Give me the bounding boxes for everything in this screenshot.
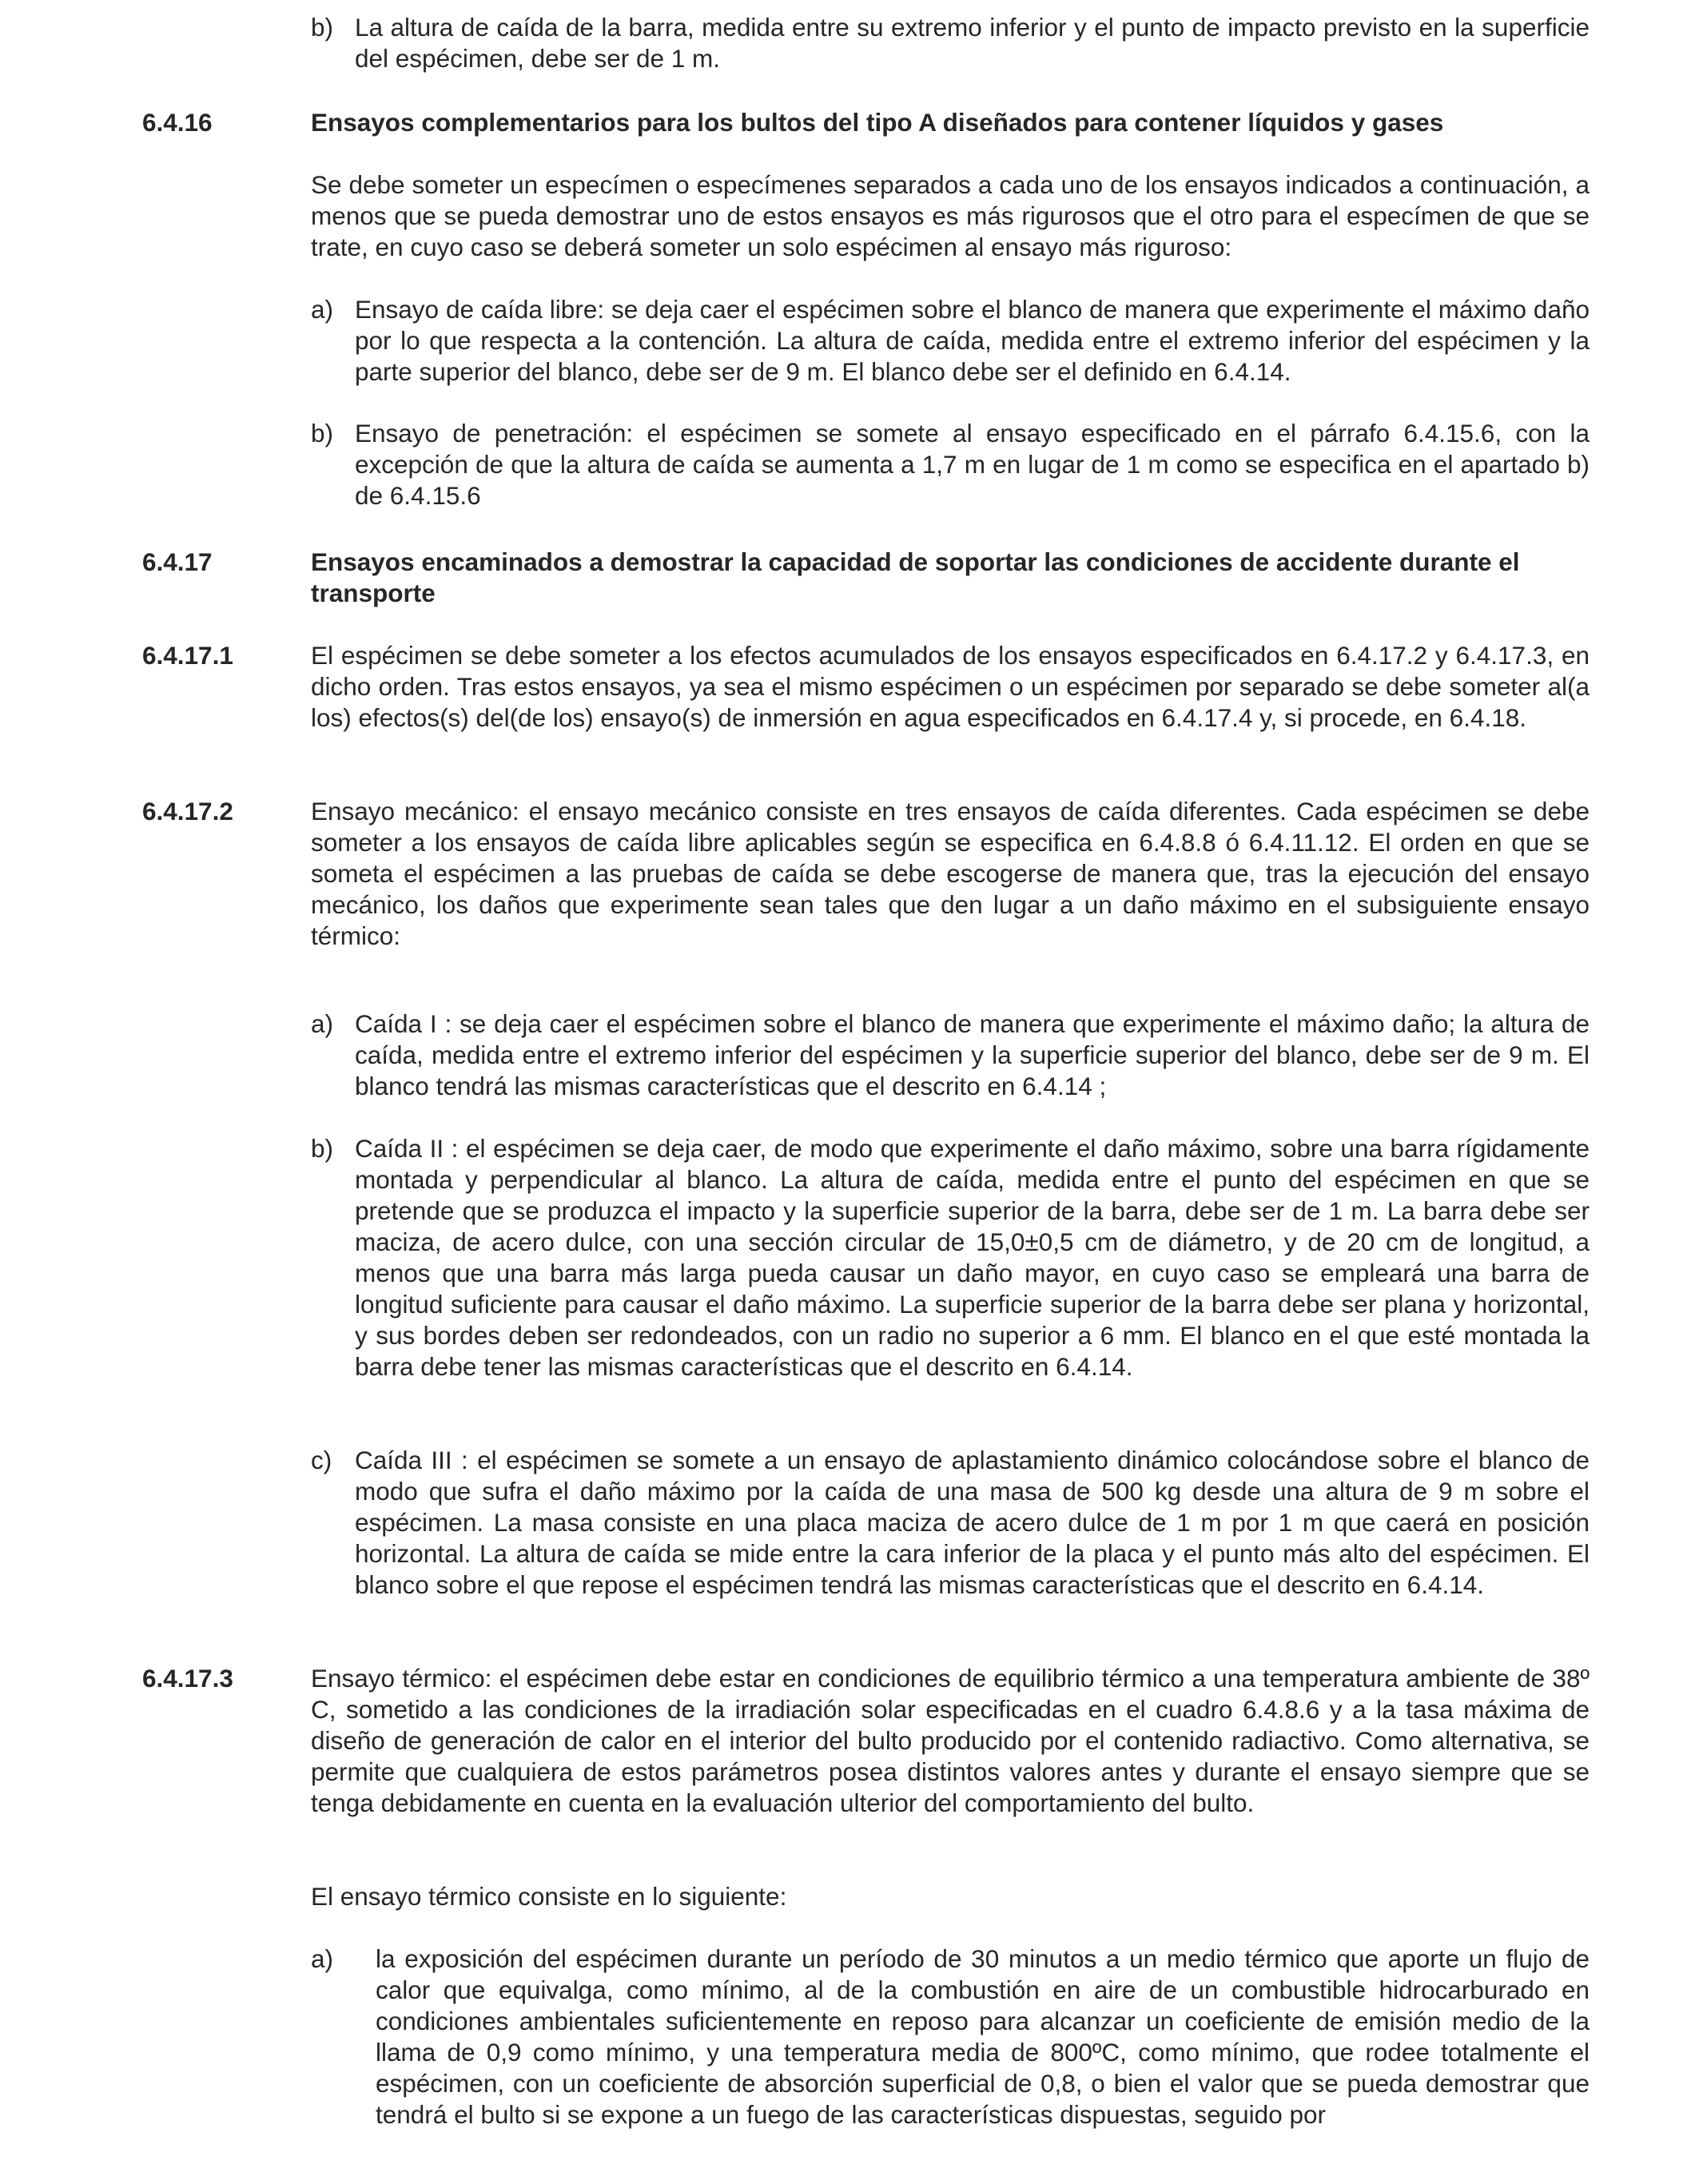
section-number: 6.4.16 <box>142 108 213 137</box>
list-item-text: la exposición del espécimen durante un período de 30 minutos a un medio térmico que aporte un flujo de calor que equivalga, como mínimo, al de la combustión en aire de un combustible hidrocarburado en condiciones ambientales suficientemente en reposo para alcanzar un coeficiente de emisión medio de la llama de 0,9 como mínimo, y una temperatura media de 800ºC, como mínimo, que rodee totalmente el espécimen, con un coeficiente de absorción superficial de 0,8, o bien el valor que se pueda demostrar que tendrá el bulto si se expone a un fuego de las características dispuestas, seguido por <box>376 1944 1590 2129</box>
list-item-text: La altura de caída de la barra, medida entre su extremo inferior y el punto de impacto previsto en la superficie del espécimen, debe ser de 1 m. <box>355 13 1590 73</box>
list-item <box>311 1445 1590 1601</box>
list-item <box>311 418 1590 511</box>
paragraph: El espécimen se debe someter a los efectos acumulados de los ensayos especificados en 6.4.17.2 y 6.4.17.3, en dicho orden. Tras estos ensayos, ya sea el mismo espécimen o un espécimen por separado se debe someter al(a los) efectos(s) del(de los) ensayo(s) de inmersión en agua especificados en 6.4.17.4 y, si procede, en 6.4.18. <box>311 641 1590 732</box>
list-item <box>311 1133 1590 1382</box>
list-item <box>311 1943 1590 2130</box>
section-number: 6.4.17.3 <box>142 1664 233 1693</box>
list-marker: b) <box>311 1134 334 1163</box>
list-item-text: Ensayo de penetración: el espécimen se somete al ensayo especificado en el párrafo 6.4.15.6, con la excepción de que la altura de caída se aumenta a 1,7 m en lugar de 1 m como se especifica en el apartado b) de 6.4.15.6 <box>355 419 1590 510</box>
list-marker: b) <box>311 13 334 42</box>
list-item <box>311 294 1590 388</box>
section-number: 6.4.17 <box>142 547 213 576</box>
paragraph: El ensayo térmico consiste en lo siguiente: <box>311 1882 787 1911</box>
paragraph: Se debe someter un especímen o especímenes separados a cada uno de los ensayos indicados a continuación, a menos que se pueda demostrar uno de estos ensayos es más rigurosos que el otro para el especímen de que se trate, en cuyo caso se deberá someter un solo espécimen al ensayo más riguroso: <box>311 170 1590 261</box>
section-title: Ensayos complementarios para los bultos del tipo A diseñados para contener líquidos y gases <box>311 108 1444 137</box>
list-marker: b) <box>311 419 334 448</box>
list-item-text: Caída II : el espécimen se deja caer, de modo que experimente el daño máximo, sobre una barra rígidamente montada y perpendicular al blanco. La altura de caída, medida entre el punto del espécimen en que se pretende que se produzca el impacto y la superficie superior de la barra, debe ser de 1 m. La barra debe ser maciza, de acero dulce, con una sección circular de 15,0±0,5 cm de diámetro, y de 20 cm de longitud, a menos que una barra más larga pueda causar un daño mayor, en cuyo caso se empleará una barra de longitud suficiente para causar el daño máximo. La superficie superior de la barra debe ser plana y horizontal, y sus bordes deben ser redondeados, con un radio no superior a 6 mm. El blanco en el que esté montada la barra debe tener las mismas características que el descrito en 6.4.14. <box>355 1134 1590 1381</box>
section-title: Ensayos encaminados a demostrar la capacidad de soportar las condiciones de accidente durante el transporte <box>311 547 1520 607</box>
list-marker: a) <box>311 295 334 324</box>
list-item-text: Ensayo de caída libre: se deja caer el espécimen sobre el blanco de manera que experimente el máximo daño por lo que respecta a la contención. La altura de caída, medida entre el extremo inferior del espécimen y la parte superior del blanco, debe ser de 9 m. El blanco debe ser el definido en 6.4.14. <box>355 295 1590 386</box>
paragraph: Ensayo mecánico: el ensayo mecánico consiste en tres ensayos de caída diferentes. Cada espécimen se debe someter a los ensayos de caída libre aplicables según se especifica en 6.4.8.8 ó 6.4.11.12. El orden en que se someta el espécimen a las pruebas de caída se debe escogerse de manera que, tras la ejecución del ensayo mecánico, los daños que experimente sean tales que den lugar a un daño máximo en el subsiguiente ensayo térmico: <box>311 797 1590 950</box>
list-item-text: Caída I : se deja caer el espécimen sobre el blanco de manera que experimente el máximo daño; la altura de caída, medida entre el extremo inferior del espécimen y la superficie superior del blanco, debe ser de 9 m. El blanco tendrá las mismas características que el descrito en 6.4.14 ; <box>355 1009 1590 1100</box>
list-item-text: Caída III : el espécimen se somete a un ensayo de aplastamiento dinámico colocándose sobre el blanco de modo que sufra el daño máximo por la caída de una masa de 500 kg desde una altura de 9 m sobre el espécimen. La masa consiste en una placa maciza de acero dulce de 1 m por 1 m que caerá en posición horizontal. La altura de caída se mide entre la cara inferior de la placa y el punto más alto del espécimen. El blanco sobre el que repose el espécimen tendrá las mismas características que el descrito en 6.4.14. <box>355 1446 1590 1599</box>
section-number: 6.4.17.1 <box>142 641 233 670</box>
list-marker: a) <box>311 1944 334 1973</box>
section-number: 6.4.17.2 <box>142 797 233 825</box>
paragraph: Ensayo térmico: el espécimen debe estar en condiciones de equilibrio térmico a una temperatura ambiente de 38º C, sometido a las condiciones de la irradiación solar especificadas en el cuadro 6.4.8.6 y a la tasa máxima de diseño de generación de calor en el interior del bulto producido por el contenido radiactivo. Como alternativa, se permite que cualquiera de estos parámetros posea distintos valores antes y durante el ensayo siempre que se tenga debidamente en cuenta en la evaluación ulterior del comportamiento del bulto. <box>311 1664 1590 1817</box>
list-item <box>311 12 1590 74</box>
list-item <box>311 1008 1590 1102</box>
list-marker: a) <box>311 1009 334 1038</box>
list-marker: c) <box>311 1446 332 1474</box>
